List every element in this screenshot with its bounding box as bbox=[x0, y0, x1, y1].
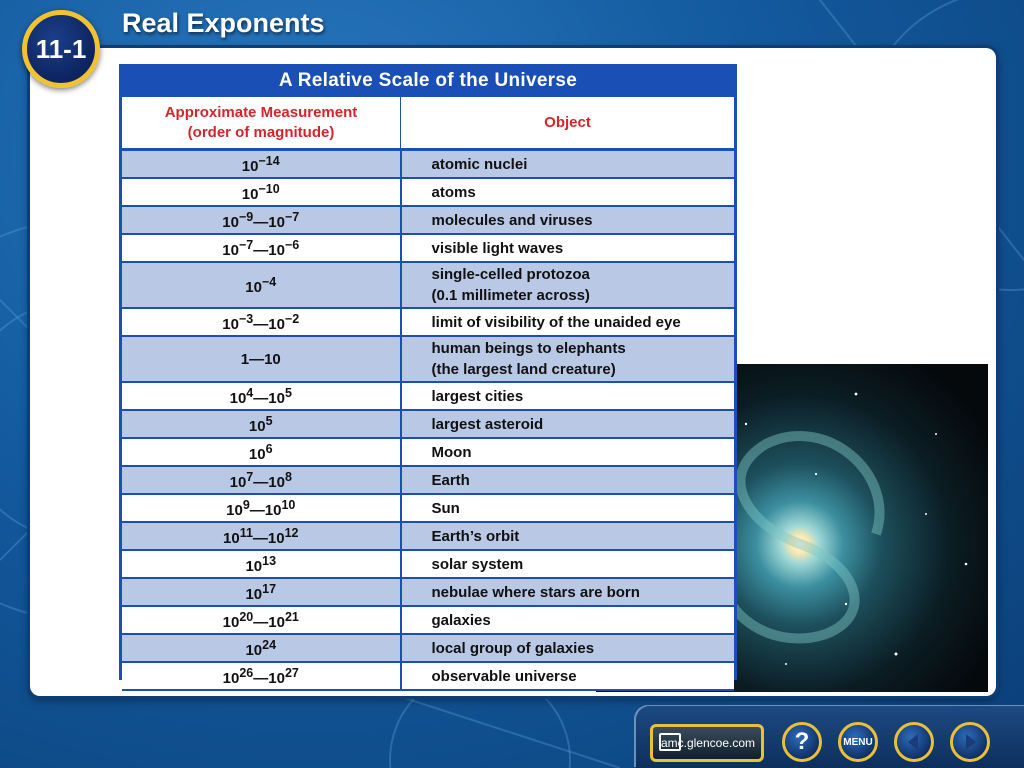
object-cell bbox=[401, 634, 735, 662]
object-label: observable universe bbox=[431, 667, 577, 685]
object-label: single-celled protozoa bbox=[431, 266, 590, 283]
object-cell bbox=[401, 336, 735, 382]
measurement-cell: $10^6$ bbox=[122, 438, 401, 466]
table-title: A Relative Scale of the Universe bbox=[278, 69, 578, 91]
measurement-cell: $10^9—10^{10}$ bbox=[122, 494, 401, 522]
forward-button[interactable] bbox=[950, 722, 990, 762]
object-label: limit of visibility of the unaided eye bbox=[431, 313, 681, 331]
monitor-icon bbox=[659, 733, 681, 751]
object-cell bbox=[401, 466, 735, 494]
object-label: molecules and viruses bbox=[431, 211, 593, 229]
table-row bbox=[122, 662, 734, 690]
object-cell bbox=[401, 550, 735, 578]
object-label: largest asteroid bbox=[431, 415, 544, 433]
table-row bbox=[122, 382, 734, 410]
measurement-cell: $10^{13}$ bbox=[122, 550, 401, 578]
measurement-cell: $10^{20}—10^{21}$ bbox=[122, 606, 401, 634]
object-label: nebulae where stars are born bbox=[431, 583, 640, 601]
object-sublabel: (the largest land creature) bbox=[431, 361, 616, 378]
measurement-cell: $10^{-4}$ bbox=[122, 262, 401, 308]
object-label: Sun bbox=[431, 499, 460, 517]
table-row bbox=[122, 234, 734, 262]
object-sublabel: (0.1 millimeter across) bbox=[431, 287, 590, 304]
lesson-badge bbox=[22, 10, 100, 88]
object-cell bbox=[401, 150, 735, 179]
object-cell bbox=[401, 382, 735, 410]
table-row bbox=[122, 206, 734, 234]
object-label: local group of galaxies bbox=[431, 639, 595, 657]
object-cell bbox=[401, 308, 735, 336]
menu-label: MENU bbox=[843, 736, 873, 748]
table-row bbox=[122, 578, 734, 606]
measurement-cell: $10^{24}$ bbox=[122, 634, 401, 662]
arrow-left-icon bbox=[902, 730, 926, 754]
measurement-cell: $10^{17}$ bbox=[122, 578, 401, 606]
table-row bbox=[122, 410, 734, 438]
object-label: galaxies bbox=[431, 611, 491, 629]
object-cell bbox=[401, 494, 735, 522]
measurement-cell: $10^{-9}—10^{-7}$ bbox=[122, 206, 401, 234]
object-label: Earth’s orbit bbox=[431, 527, 520, 545]
table-row bbox=[122, 466, 734, 494]
object-label: Earth bbox=[431, 471, 470, 489]
object-label: atomic nuclei bbox=[431, 155, 528, 173]
back-button[interactable] bbox=[894, 722, 934, 762]
measurement-cell: $10^7—10^8$ bbox=[122, 466, 401, 494]
table-row bbox=[122, 494, 734, 522]
object-label: solar system bbox=[431, 555, 524, 573]
universe-scale-table bbox=[119, 64, 737, 687]
arrow-right-icon bbox=[958, 730, 982, 754]
object-cell bbox=[401, 438, 735, 466]
help-icon: ? bbox=[794, 728, 810, 755]
website-button[interactable] bbox=[650, 724, 764, 762]
table-row bbox=[122, 308, 734, 336]
table-row bbox=[122, 522, 734, 550]
object-cell bbox=[401, 578, 735, 606]
measurement-column-header bbox=[122, 97, 401, 150]
table-row bbox=[122, 150, 734, 179]
table-row bbox=[122, 550, 734, 578]
object-label: Moon bbox=[431, 443, 472, 461]
object-label: visible light waves bbox=[431, 239, 564, 257]
measurement-cell: 1—10 bbox=[122, 336, 401, 382]
object-cell bbox=[401, 606, 735, 634]
object-cell bbox=[401, 206, 735, 234]
object-cell bbox=[401, 262, 735, 308]
measurement-cell: $10^{-10}$ bbox=[122, 178, 401, 206]
measurement-cell: $10^5$ bbox=[122, 410, 401, 438]
lesson-title: Real Exponents bbox=[122, 8, 325, 38]
measurement-cell: $10^{-14}$ bbox=[122, 150, 401, 179]
menu-button[interactable] bbox=[838, 722, 878, 762]
table-row bbox=[122, 438, 734, 466]
measurement-cell: $10^{26}—10^{27}$ bbox=[122, 662, 401, 690]
lesson-number: 11-1 bbox=[35, 33, 87, 64]
object-cell bbox=[401, 522, 735, 550]
table-row bbox=[122, 178, 734, 206]
help-button[interactable] bbox=[782, 722, 822, 762]
table-row bbox=[122, 336, 734, 382]
object-cell bbox=[401, 234, 735, 262]
object-label: atoms bbox=[431, 183, 476, 201]
measurement-cell: $10^{11}—10^{12}$ bbox=[122, 522, 401, 550]
object-label: human beings to elephants bbox=[431, 340, 626, 357]
object-label: largest cities bbox=[431, 387, 524, 405]
measurement-header-sublabel: (order of magnitude) bbox=[187, 123, 335, 141]
measurement-cell: $10^{-3}—10^{-2}$ bbox=[122, 308, 401, 336]
measurement-cell: $10^4—10^5$ bbox=[122, 382, 401, 410]
measurement-header-label: Approximate Measurement bbox=[164, 103, 358, 121]
measurement-cell: $10^{-7}—10^{-6}$ bbox=[122, 234, 401, 262]
object-cell bbox=[401, 178, 735, 206]
object-cell bbox=[401, 410, 735, 438]
table-row bbox=[122, 606, 734, 634]
scale-table bbox=[122, 97, 734, 691]
object-column-header: Object bbox=[401, 97, 735, 150]
table-row bbox=[122, 262, 734, 308]
table-row bbox=[122, 634, 734, 662]
object-cell bbox=[401, 662, 735, 690]
website-label: amc.glencoe.com bbox=[660, 736, 755, 750]
table-header-row bbox=[122, 97, 734, 150]
